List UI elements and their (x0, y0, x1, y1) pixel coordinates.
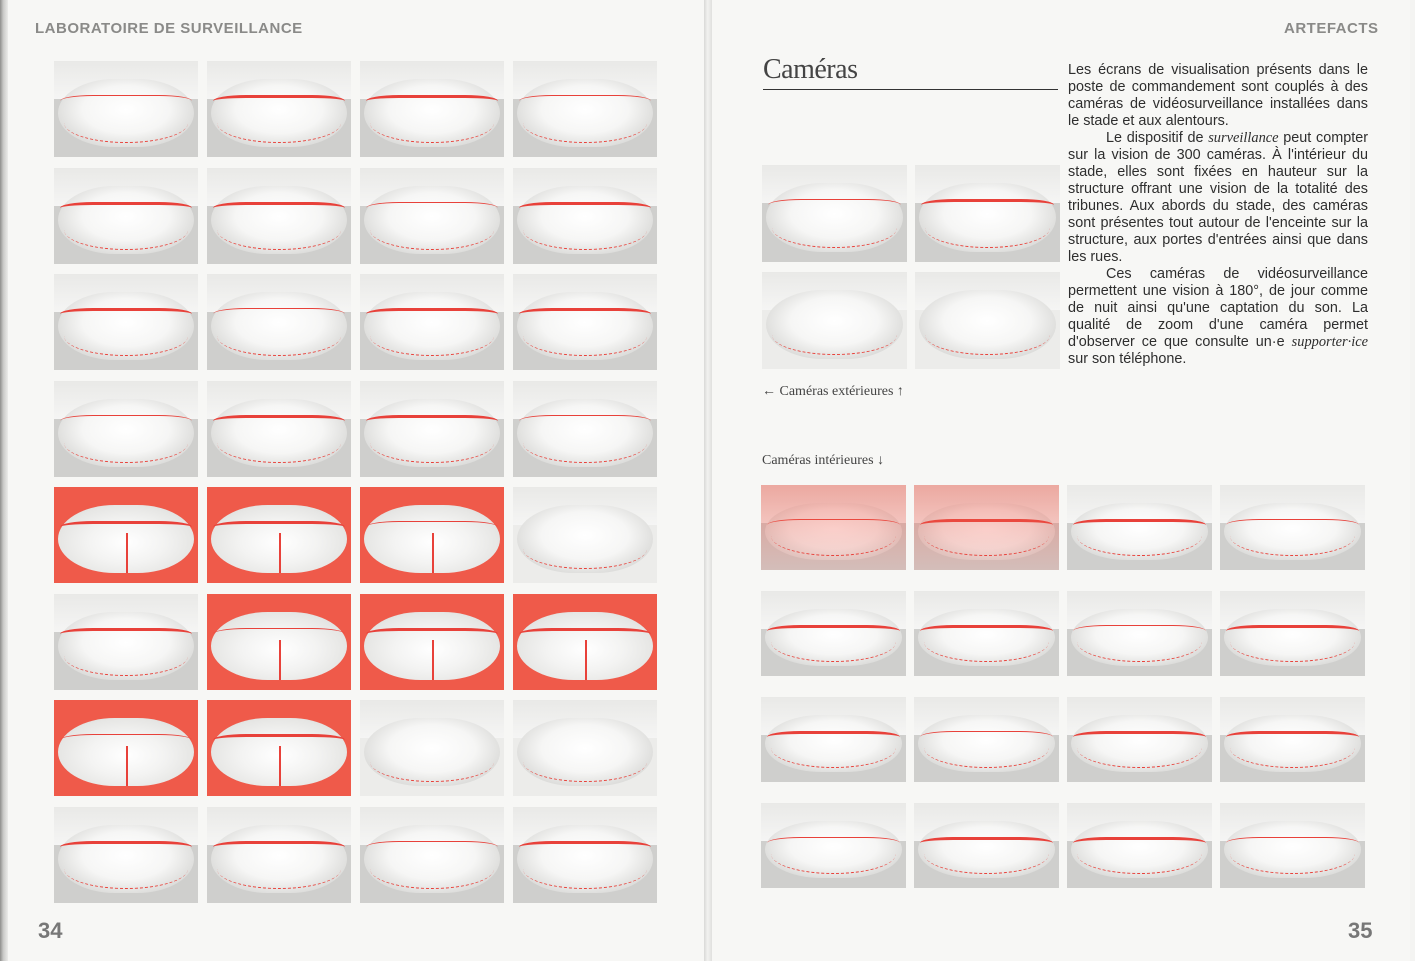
camera-thumbnail (1067, 697, 1212, 782)
camera-thumbnail (207, 61, 351, 157)
camera-thumbnail (360, 807, 504, 903)
camera-thumbnail (54, 594, 198, 690)
camera-thumbnail (360, 594, 504, 690)
camera-thumbnail (54, 274, 198, 370)
camera-thumbnail (207, 807, 351, 903)
camera-thumbnail (54, 700, 198, 796)
camera-thumbnail (914, 591, 1059, 676)
camera-thumbnail (207, 594, 351, 690)
camera-thumbnail (54, 487, 198, 583)
running-head-left: LABORATOIRE DE SURVEILLANCE (35, 20, 303, 37)
camera-thumbnail (360, 381, 504, 477)
camera-thumbnail (761, 803, 906, 888)
camera-thumbnail (1220, 591, 1365, 676)
camera-thumbnail (207, 168, 351, 264)
camera-thumbnail (761, 485, 906, 570)
camera-thumbnail (360, 274, 504, 370)
camera-thumbnail (513, 487, 657, 583)
camera-thumbnail (761, 697, 906, 782)
camera-thumbnail (513, 594, 657, 690)
camera-thumbnail (513, 61, 657, 157)
camera-thumbnail (513, 168, 657, 264)
paragraph-3: Ces caméras de vidéosurveillance permettent une vision à 180°, de jour comme de nuit ainsi qu'une captation du son. La qualité de zoom d'une caméra permet d'observer ce que consulte un·e supporter·ice sur son téléphone. (1068, 266, 1368, 367)
camera-thumbnail (207, 381, 351, 477)
folio-right: 35 (1348, 918, 1373, 943)
camera-thumbnail (54, 381, 198, 477)
paragraph-1: Les écrans de visualisation présents dans le poste de commandement sont couplés à des caméras de vidéosurveillance installées dans le stade et aux alentours. (1068, 62, 1368, 129)
camera-thumbnail (914, 697, 1059, 782)
section-title: Caméras (763, 54, 1058, 90)
spine (704, 0, 712, 961)
camera-thumbnail (914, 485, 1059, 570)
camera-thumbnail (1067, 591, 1212, 676)
camera-thumbnail (915, 272, 1060, 369)
camera-thumbnail (207, 700, 351, 796)
camera-thumbnail (54, 168, 198, 264)
camera-thumbnail (513, 381, 657, 477)
camera-thumbnail (513, 700, 657, 796)
camera-thumbnail (513, 807, 657, 903)
camera-thumbnail (1067, 485, 1212, 570)
camera-thumbnail (1220, 485, 1365, 570)
camera-thumbnail (762, 165, 907, 262)
camera-thumbnail (207, 274, 351, 370)
camera-thumbnail (54, 61, 198, 157)
folio-left: 34 (38, 918, 63, 943)
camera-thumbnail (1220, 697, 1365, 782)
camera-thumbnail (761, 591, 906, 676)
camera-thumbnail (360, 61, 504, 157)
camera-thumbnail (1220, 803, 1365, 888)
caption-exterior-cameras: ← Caméras extérieures ↑ (762, 384, 904, 399)
running-head-right: ARTEFACTS (1284, 20, 1379, 37)
caption-interior-cameras: Caméras intérieures ↓ (762, 453, 885, 468)
camera-thumbnail (54, 807, 198, 903)
camera-thumbnail (762, 272, 907, 369)
camera-thumbnail (360, 168, 504, 264)
camera-thumbnail (1067, 803, 1212, 888)
camera-thumbnail (914, 803, 1059, 888)
body-text (1068, 62, 1368, 368)
page-edge (0, 0, 8, 961)
paragraph-2: Le dispositif de surveillance peut compter sur la vision de 300 caméras. À l'intérieur du stade, elles sont fixées en hauteur sur la structure offrant une vision de la totalité des tribunes. Aux abords du stade, des caméras sont présentes tout autour de l'enceinte sur la structure, aux portes d'entrées ainsi que dans les rues. (1068, 130, 1368, 265)
camera-thumbnail (360, 487, 504, 583)
camera-thumbnail (915, 165, 1060, 262)
camera-thumbnail (360, 700, 504, 796)
camera-thumbnail (207, 487, 351, 583)
camera-thumbnail (513, 274, 657, 370)
